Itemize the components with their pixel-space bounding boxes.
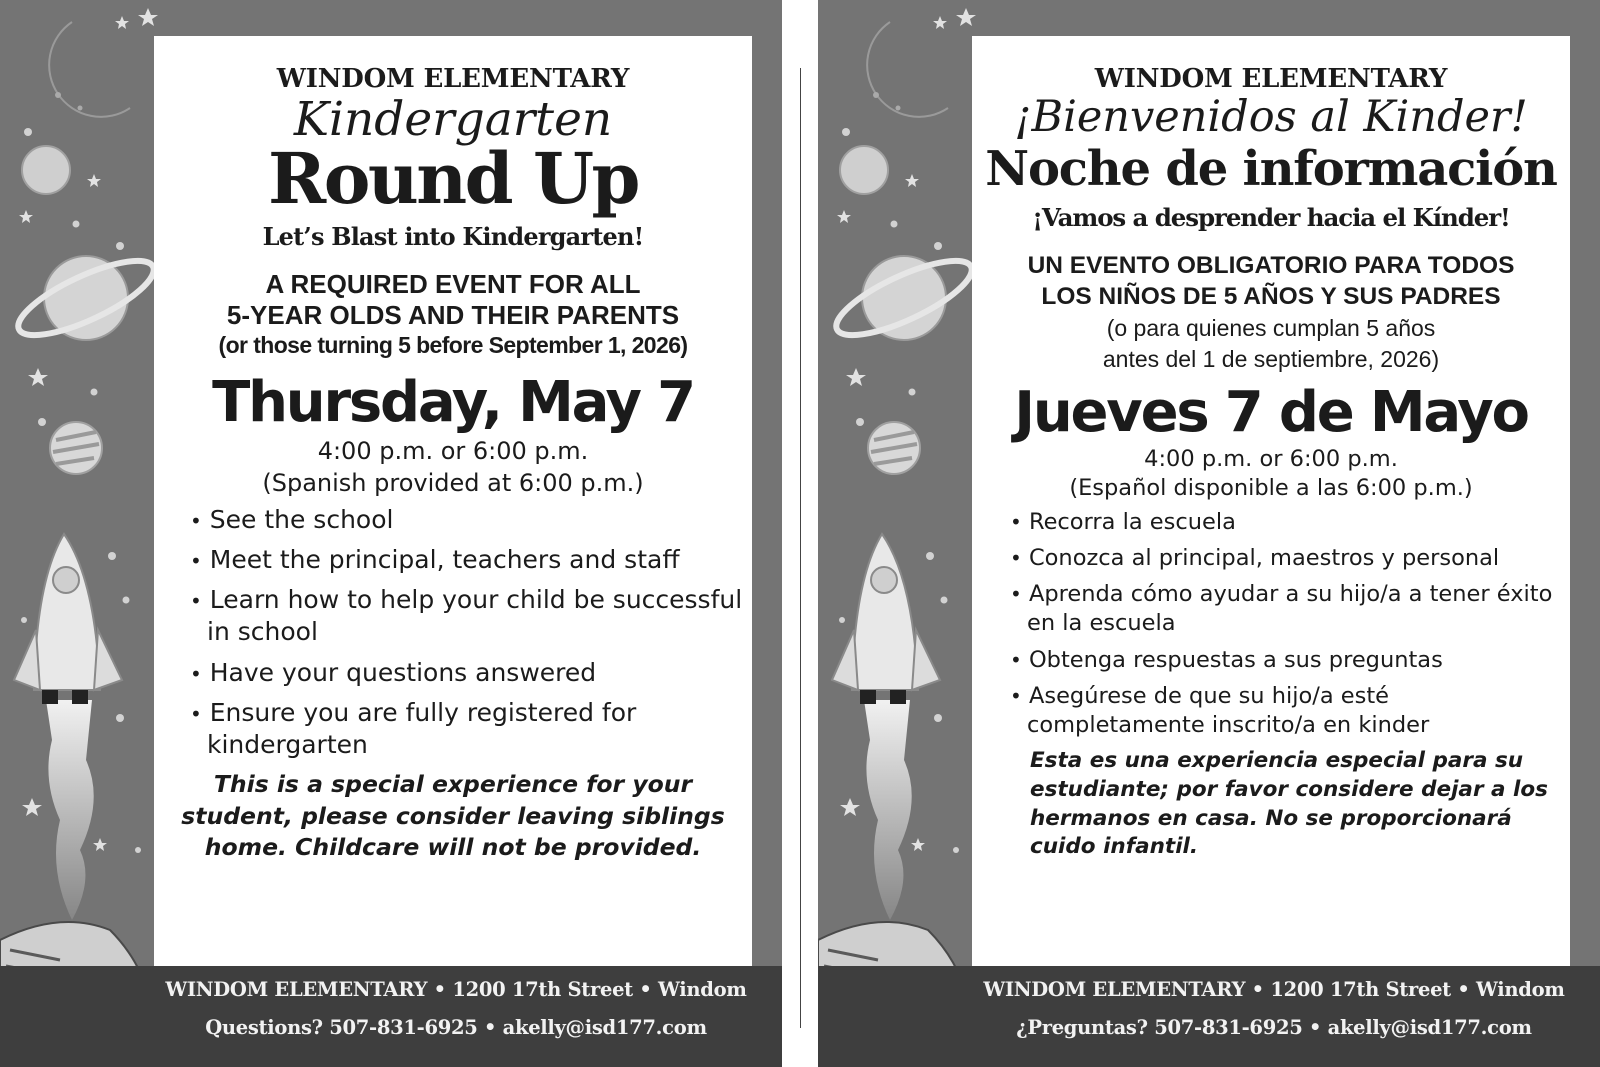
- age-condition: (or those turning 5 before September 1, 2026): [218, 331, 688, 358]
- flyer-content-spanish: [972, 36, 1570, 966]
- required-line-1: UN EVENTO OBLIGATORIO PARA TODOS: [1027, 251, 1515, 279]
- list-item: • Obtenga respuestas a sus preguntas: [1010, 646, 1443, 673]
- bullet-icon: •: [1010, 545, 1022, 570]
- language-note: (Español disponible a las 6:00 p.m.): [1069, 475, 1473, 502]
- footer-contact: ¿Preguntas? 507-831-6925 • akelly@isd177.com: [1016, 1016, 1532, 1039]
- required-line-2: 5-YEAR OLDS AND THEIR PARENTS: [226, 300, 680, 331]
- list-item: • Recorra la escuela: [1010, 508, 1236, 535]
- activity-list: [972, 508, 1570, 741]
- list-item: • Conozca al principal, maestros y personal: [1010, 544, 1500, 571]
- age-condition-2: antes del 1 de septiembre, 2026): [1102, 345, 1440, 372]
- list-item: • Ensure you are fully registered for kindergarten: [190, 697, 637, 760]
- bullet-icon: •: [190, 589, 202, 614]
- list-item: • Asegúrese de que su hijo/a esté completamente inscrito/a en kinder: [1010, 682, 1430, 739]
- list-item: • Learn how to help your child be successful in school: [190, 585, 743, 647]
- event-date: Jueves 7 de Mayo: [1014, 379, 1528, 445]
- slogan: Let’s Blast into Kindergarten!: [262, 222, 644, 252]
- activity-list: [154, 504, 752, 762]
- language-note: (Spanish provided at 6:00 p.m.): [262, 469, 644, 498]
- footer-address: WINDOM ELEMENTARY • 1200 17th Street • Windom: [165, 978, 747, 1001]
- footer-address: WINDOM ELEMENTARY • 1200 17th Street • Windom: [983, 978, 1565, 1001]
- fold-line: [800, 68, 801, 1028]
- bullet-icon: •: [1010, 647, 1022, 672]
- required-line-2: LOS NIÑOS DE 5 AÑOS Y SUS PADRES: [1041, 283, 1501, 311]
- list-item: • Aprenda cómo ayudar a su hijo/a a tener éxito en la escuela: [1010, 581, 1553, 637]
- bullet-icon: •: [190, 661, 202, 686]
- slogan: ¡Vamos a desprender hacia el Kínder!: [1032, 202, 1510, 232]
- special-note: Esta es una experiencia especial para su estudiante; por favor considere dejar a los hermanos en casa. No se proporcionará cuido infantil.: [1030, 748, 1548, 860]
- flyer-footer: [818, 966, 1600, 1067]
- bullet-icon: •: [190, 508, 202, 533]
- bullet-icon: •: [1010, 582, 1022, 607]
- space-decoration: [818, 0, 978, 1067]
- bullet-icon: •: [190, 701, 202, 726]
- space-decoration: [0, 0, 160, 1067]
- required-line-1: A REQUIRED EVENT FOR ALL: [265, 269, 641, 300]
- script-title: Kindergarten: [293, 92, 613, 147]
- script-title: ¡Bienvenidos al Kinder!: [1014, 92, 1528, 142]
- footer-contact: Questions? 507-831-6925 • akelly@isd177.com: [205, 1016, 707, 1039]
- bullet-icon: •: [1010, 683, 1022, 708]
- flyer-english: [0, 0, 782, 1067]
- list-item: • Meet the principal, teachers and staff: [190, 544, 680, 574]
- list-item: • Have your questions answered: [190, 657, 597, 687]
- flyer-spanish: [818, 0, 1600, 1067]
- bullet-icon: •: [1010, 509, 1022, 534]
- bullet-icon: •: [190, 548, 202, 573]
- event-times: 4:00 p.m. or 6:00 p.m.: [1144, 446, 1398, 473]
- list-item: • See the school: [190, 504, 394, 534]
- flyer-footer: [0, 966, 782, 1067]
- event-title: Noche de información: [985, 141, 1557, 198]
- age-condition-1: (o para quienes cumplan 5 años: [1106, 314, 1436, 341]
- flyer-content-english: [154, 36, 752, 966]
- event-times: 4:00 p.m. or 6:00 p.m.: [317, 436, 589, 465]
- event-title: Round Up: [268, 136, 638, 220]
- school-name: WINDOM ELEMENTARY: [1094, 64, 1448, 94]
- special-note: This is a special experience for your student, please consider leaving siblings home. Childcare will not be provided.: [181, 770, 725, 861]
- event-date: Thursday, May 7: [212, 369, 694, 435]
- school-name: WINDOM ELEMENTARY: [276, 64, 630, 94]
